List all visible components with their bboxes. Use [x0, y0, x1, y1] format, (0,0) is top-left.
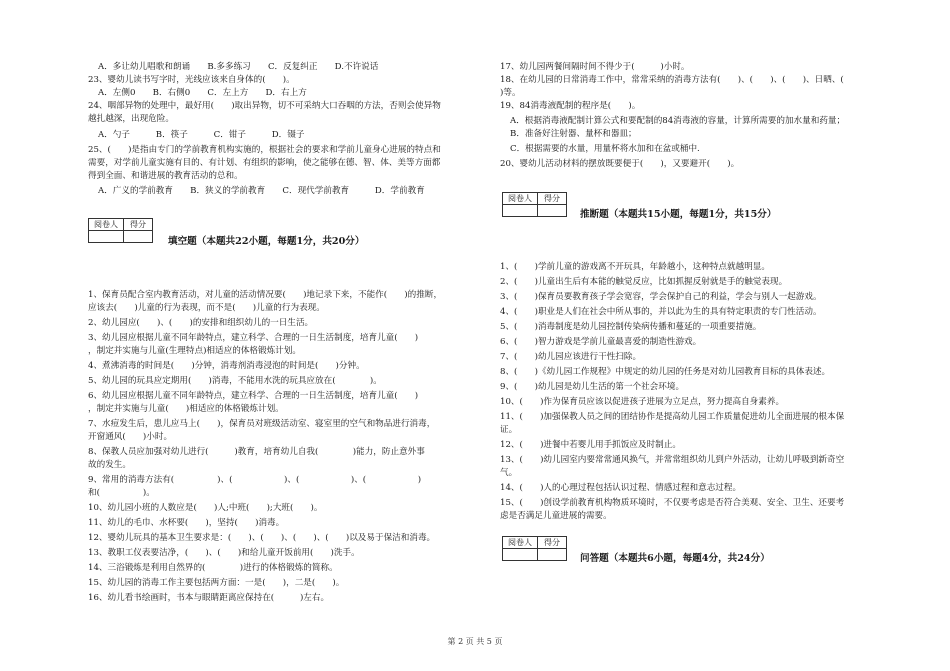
judgment-item: 13、( )幼儿园室内要常常通风换气，并常常组织幼儿到户外活动，让幼儿呼吸到新奇空 [500, 455, 845, 465]
question-line: 越扎越深，出现危险。 [88, 114, 174, 124]
question-line: 3、幼儿园应根据儿童不同年龄特点，建立科学、合理的一日生活制度，培育儿童( ) [88, 333, 419, 343]
question-line: 25、( )是指由专门的学前教育机构实施的，根据社会的要求和学前儿童身心进展的特点和 [88, 145, 441, 155]
question-line: 8、保教人员应加强对幼儿进行( )教育，培育幼儿自我( )能力，防止意外事 [88, 447, 425, 457]
score-box [502, 536, 567, 561]
judgment-item: 虑是否满足儿童进展的需要。 [500, 511, 612, 521]
score-box-grader-cell[interactable] [503, 549, 538, 561]
judgment-item: 2、( )儿童出生后有本能的触觉反应，比如抓握反射就是手的触觉表现。 [500, 277, 788, 287]
score-box-score-label: 得分 [538, 537, 567, 549]
option-line: A．左侧0 B．右侧0 C．左上方 D．右上方 [98, 88, 307, 98]
question-line: 16、幼儿看书绘画时，书本与眼睛距离应保持在( )左右。 [88, 593, 330, 603]
question-line: ，制定并实施与儿童( )相适应的体格锻炼计划。 [88, 404, 284, 414]
question-line: 和( )。 [88, 488, 155, 498]
score-box-score-cell[interactable] [538, 549, 567, 561]
option-line: C．根据需要的水量，用量杯将水加和在盆或桶中. [510, 144, 700, 154]
question-line: 2、幼儿园应( )、( )的安排和组织幼儿的一日生活。 [88, 318, 314, 328]
page-footer: 第 2 页 共 5 页 [447, 637, 503, 646]
judgment-item: 14、( )人的心理过程包括认识过程、情感过程和意志过程。 [500, 483, 742, 493]
question-line: 19、84消毒液配制的程序是( )。 [500, 101, 641, 111]
judgment-item: 8、( )《幼儿园工作规程》中规定的幼儿园的任务是对幼儿园教育目标的具体表述。 [500, 367, 831, 377]
question-line: 开窗通风( )小时。 [88, 432, 173, 442]
judgment-item: 6、( )智力游戏是学前儿童最喜爱的制造性游戏。 [500, 337, 702, 347]
question-line: 23、婴幼儿读书写字时，光线应该来自身体的( )。 [88, 75, 295, 85]
question-line: 14、三浴锻炼是利用自然界的( )进行的体格锻炼的简称。 [88, 563, 338, 573]
question-line: 得到全面、和谐进展的教育活动的总和。 [88, 171, 243, 181]
option-line: A．广义的学前教育 B．狭义的学前教育 C．现代学前教育 D．学前教育 [98, 186, 425, 196]
question-line: 9、常用的消毒方法有( )、( )、( )、( ) [88, 475, 422, 485]
score-box-score-label: 得分 [124, 219, 153, 231]
score-box-grader-label: 阅卷人 [503, 193, 538, 205]
question-line: 需要，对学前儿童实施有目的、有计划、有组织的影响，使之能够在德、智、体、美等方面都 [88, 158, 441, 168]
score-box-grader-cell[interactable] [89, 231, 124, 243]
question-line: 5、幼儿园的玩具应定期用( )消毒，不能用水洗的玩具应放在( )。 [88, 376, 382, 386]
score-box [502, 192, 567, 217]
question-line: 20、婴幼儿活动材料的摆放既要便于( )，又要避开( )。 [500, 159, 740, 169]
section-title-qa: 问答题（本题共6小题，每题4分，共24分） [580, 553, 770, 564]
option-line: B．准备好注射器、量杯和器皿； [510, 129, 637, 139]
judgment-item: 3、( )保育员要教育孩子学会宽容，学会保护自己的利益，学会与别人一起游戏。 [500, 292, 822, 302]
option-line: A．勺子 B．筷子 C．钳子 D．镊子 [98, 130, 305, 140]
question-line: 6、幼儿园应根据儿童不同年龄特点，建立科学、合理的一日生活制度，培育儿童( ) [88, 391, 419, 401]
score-box [88, 218, 153, 243]
question-line: 13、教职工仪表要洁净，( )、( )和给儿童开饭前用( )洗手。 [88, 548, 360, 558]
judgment-item: 1、( )学前儿童的游戏离不开玩具，年龄越小，这种特点就越明显。 [500, 262, 770, 272]
judgment-item: 15、( )创设学前教育机构物质环境时，不仅要考虑是否符合美观、安全、卫生、还要考 [500, 498, 845, 508]
judgment-item: 证。 [500, 425, 518, 435]
question-line: 15、幼儿园的消毒工作主要包括两方面：一是( )，二是( )。 [88, 578, 345, 588]
option-line: A．多让幼儿唱歌和朗诵 B.多多练习 C．反复纠正 D.不许说话 [98, 62, 379, 72]
section-title-judgment: 推断题（本题共15小题，每题1分，共15分） [580, 209, 777, 220]
question-line: 应该去( )儿童的行为表现，而不是( )儿童的行为表现。 [88, 303, 325, 313]
question-line: 10、幼儿园小班的人数应是( )人;中班( );大班( )。 [88, 503, 323, 513]
question-line: 17、幼儿园两餐间隔时间不得少于( )小时。 [500, 62, 690, 72]
question-line: 7、水痘发生后，患儿应马上( )，保育员对班级活动室、寝室里的空气和物品进行消毒， [88, 419, 436, 429]
judgment-item: 12、( )进餐中若婴儿用手抓饭应及时制止。 [500, 440, 681, 450]
judgment-item: 5、( )消毒制度是幼儿园控制传染病传播和蔓延的一项重要措施。 [500, 322, 762, 332]
section-title-fill-blank: 填空题（本题共22小题，每题1分，共20分） [168, 236, 365, 247]
judgment-item: 7、( )幼儿园应该进行干性扫除。 [500, 352, 642, 362]
option-line: A．根据消毒液配制计算公式和要配制的84消毒液的容量，计算所需要的加水量和药量； [510, 116, 846, 126]
question-line: 4、煮沸消毒的时间是( )分钟，消毒剂消毒浸泡的时间是( )分钟。 [88, 361, 365, 371]
question-line: ，制定并实施与儿童(生理特点)相适应的体格锻炼计划。 [88, 346, 301, 356]
question-line: 18、在幼儿园的日常消毒工作中，常常采纳的消毒方法有( )、( )、( )、日晒、( [500, 75, 844, 85]
score-box-score-cell[interactable] [538, 205, 567, 217]
question-line: 1、保育员配合室内教育活动，对儿童的活动情况要( )地记录下来，不能作( )的推断， [88, 290, 443, 300]
judgment-item: 9、( )幼儿园是幼儿生活的第一个社会环境。 [500, 382, 685, 392]
question-line: 24、咽部异物的处理中，最好用( )取出异物，切不可采纳大口吞咽的方法，否则会使异物 [88, 101, 441, 111]
question-line: 故的发生。 [88, 460, 131, 470]
score-box-grader-label: 阅卷人 [503, 537, 538, 549]
score-box-score-label: 得分 [538, 193, 567, 205]
judgment-item: 4、( )职业是人们在社会中所从事的，并以此为生的具有特定职责的专门性活动。 [500, 307, 822, 317]
score-box-grader-cell[interactable] [503, 205, 538, 217]
question-line: )等。 [500, 88, 521, 98]
question-line: 11、幼儿的毛巾、水杯要( )，坚持( )消毒。 [88, 518, 285, 528]
judgment-item: 11、( )加强保教人员之间的团结协作是提高幼儿园工作质量促进幼儿全面进展的根本保 [500, 412, 845, 422]
judgment-item: 气。 [500, 468, 518, 478]
score-box-grader-label: 阅卷人 [89, 219, 124, 231]
judgment-item: 10、( )作为保育员应该以促进孩子进展为立足点，努力提高自身素养。 [500, 397, 785, 407]
question-line: 12、婴幼儿玩具的基本卫生要求是：( )、( )、( )、( )以及易于保洁和消毒。 [88, 533, 436, 543]
score-box-score-cell[interactable] [124, 231, 153, 243]
